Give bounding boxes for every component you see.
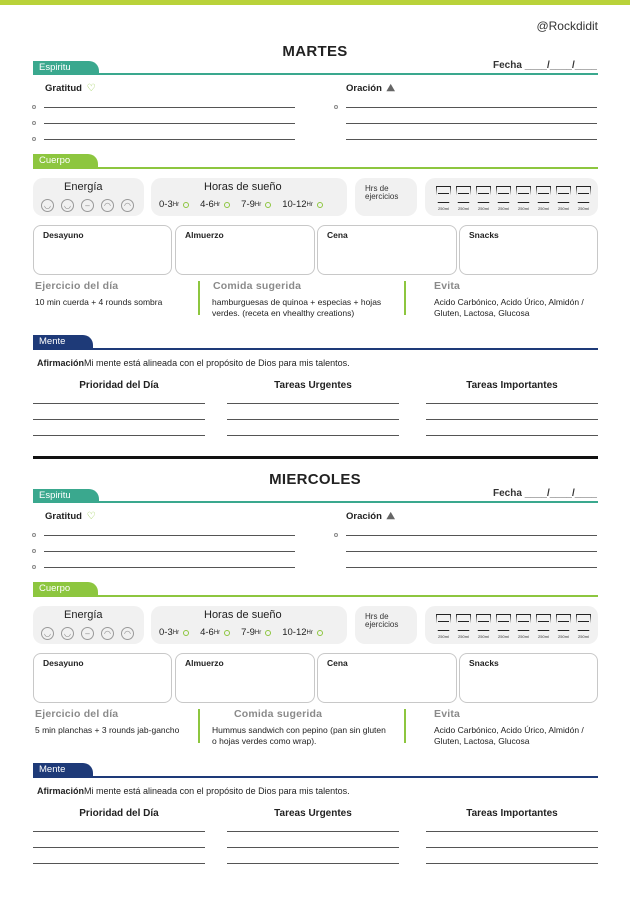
espiritu-line <box>33 501 598 503</box>
prioridad-line-3[interactable] <box>33 435 205 436</box>
afirmacion-text: Mi mente está alineada con el propósito de Dios para mis talentos. <box>84 786 350 796</box>
glass-icon <box>456 186 471 203</box>
face-sad-icon[interactable]: ◠ <box>101 199 114 212</box>
urgentes-head: Tareas Urgentes <box>274 808 352 819</box>
water-cup[interactable] <box>535 186 552 211</box>
cup-volume-label: 250ml <box>578 634 589 639</box>
radio-circle-icon[interactable] <box>317 630 323 636</box>
espiritu-line <box>33 73 598 75</box>
gratitud-line-3[interactable] <box>44 139 295 140</box>
glass-icon <box>436 186 451 203</box>
ejercicio-title: Ejercicio del día <box>35 280 119 292</box>
hand-heart-icon: ♡ <box>86 83 96 94</box>
prioridad-line-1[interactable] <box>33 403 205 404</box>
glass-icon <box>576 614 591 631</box>
meal-desayuno[interactable] <box>33 653 172 703</box>
ejercicio-text: 10 min cuerda + 4 rounds sombra <box>35 297 163 307</box>
radio-circle-icon[interactable] <box>183 202 189 208</box>
meal-cena[interactable] <box>317 653 457 703</box>
sleep-unit: Hr <box>306 629 313 636</box>
mente-line <box>33 348 598 350</box>
meal-desayuno[interactable] <box>33 225 172 275</box>
importantes-line-3[interactable] <box>426 863 598 864</box>
mente-line <box>33 776 598 778</box>
face-very-sad-icon[interactable]: ◠ <box>121 199 134 212</box>
radio-circle-icon[interactable] <box>183 630 189 636</box>
hand-heart-icon: ♡ <box>86 511 96 522</box>
cuerpo-tab: Cuerpo <box>33 582 98 596</box>
sleep-options <box>159 627 323 638</box>
glass-icon <box>496 186 511 203</box>
exercise-hours-card[interactable] <box>355 178 417 216</box>
sleep-unit: Hr <box>213 201 221 208</box>
sleep-card <box>151 178 347 216</box>
water-cup[interactable] <box>455 614 472 639</box>
praying-hands-icon: ⛰ <box>386 511 395 522</box>
meal-label: Almuerzo <box>185 658 224 668</box>
sleep-unit: Hr <box>254 201 262 208</box>
afirmacion <box>37 358 350 368</box>
importantes-line-3[interactable] <box>426 435 598 436</box>
cuerpo-line <box>33 167 598 169</box>
sleep-unit: Hr <box>306 201 313 208</box>
cup-volume-label: 250ml <box>518 634 529 639</box>
face-sad-icon[interactable]: ◠ <box>101 627 114 640</box>
energy-faces <box>41 627 134 640</box>
radio-circle-icon[interactable] <box>224 630 230 636</box>
importantes-line-2[interactable] <box>426 419 598 420</box>
gratitud-line-2[interactable] <box>44 551 295 552</box>
bullet <box>32 549 36 553</box>
water-cup[interactable] <box>495 614 512 639</box>
sleep-range: 10-12 <box>282 627 307 638</box>
water-cup[interactable] <box>575 614 592 639</box>
cup-volume-label: 250ml <box>558 206 569 211</box>
cuerpo-line <box>33 595 598 597</box>
glass-icon <box>476 614 491 631</box>
energy-title: Energía <box>64 609 103 621</box>
meal-snacks[interactable] <box>459 653 598 703</box>
evita-title: Evita <box>434 280 461 292</box>
exercise-hours-label: Hrs de ejercicios <box>365 184 399 201</box>
afirmacion-label: Afirmación <box>37 358 85 368</box>
meal-almuerzo[interactable] <box>175 653 315 703</box>
meal-label: Cena <box>327 230 348 240</box>
oracion-label: Oración ⛰ <box>346 511 395 522</box>
gratitud-label: Gratitud ♡ <box>45 511 96 522</box>
evita-text: Acido Carbónico, Acido Úrico, Almidón / Gluten, Lactosa, Glucosa <box>434 725 584 746</box>
sleep-option[interactable] <box>282 199 323 210</box>
oracion-line-1[interactable] <box>346 107 597 108</box>
sleep-range: 10-12 <box>282 199 307 210</box>
oracion-line-1[interactable] <box>346 535 597 536</box>
prioridad-line-2[interactable] <box>33 419 205 420</box>
bullet <box>32 105 36 109</box>
urgentes-line-3[interactable] <box>227 863 399 864</box>
cup-volume-label: 250ml <box>478 634 489 639</box>
water-cup[interactable] <box>455 186 472 211</box>
sleep-option[interactable] <box>200 199 230 210</box>
comida-title: Comida sugerida <box>213 280 302 292</box>
top-accent-bar <box>0 0 630 5</box>
bullet <box>32 565 36 569</box>
glass-icon <box>476 186 491 203</box>
meal-label: Desayuno <box>43 230 84 240</box>
oracion-label: Oración ⛰ <box>346 83 395 94</box>
cup-volume-label: 250ml <box>458 206 469 211</box>
espiritu-tab: Espiritu <box>33 61 99 75</box>
glass-icon <box>536 186 551 203</box>
afirmacion-label: Afirmación <box>37 786 85 796</box>
prioridad-line-1[interactable] <box>33 831 205 832</box>
radio-circle-icon[interactable] <box>265 630 271 636</box>
evita-title: Evita <box>434 708 461 720</box>
radio-circle-icon[interactable] <box>224 202 230 208</box>
water-card <box>425 178 598 216</box>
glass-icon <box>516 614 531 631</box>
gratitud-line-1[interactable] <box>44 535 295 536</box>
day-section-miercoles <box>0 471 630 891</box>
importantes-line-1[interactable] <box>426 403 598 404</box>
ejercicio-text: 5 min planchas + 3 rounds jab-gancho <box>35 725 180 735</box>
water-cup[interactable] <box>435 186 452 211</box>
urgentes-line-1[interactable] <box>227 831 399 832</box>
espiritu-tab: Espiritu <box>33 489 99 503</box>
water-cup[interactable] <box>515 186 532 211</box>
importantes-line-2[interactable] <box>426 847 598 848</box>
prioridad-line-3[interactable] <box>33 863 205 864</box>
date-field[interactable]: Fecha ____/____/____ <box>493 60 597 71</box>
sleep-unit: Hr <box>213 629 221 636</box>
sleep-range: 0-3 <box>159 627 173 638</box>
cup-volume-label: 250ml <box>458 634 469 639</box>
glass-icon <box>496 614 511 631</box>
urgentes-line-2[interactable] <box>227 419 399 420</box>
bullet <box>334 533 338 537</box>
sleep-option[interactable] <box>159 627 189 638</box>
day-title: MARTES <box>282 43 348 60</box>
water-cup[interactable] <box>475 186 492 211</box>
meal-snacks[interactable] <box>459 225 598 275</box>
oracion-line-2[interactable] <box>346 123 597 124</box>
day-divider <box>33 456 598 459</box>
cup-volume-label: 250ml <box>538 634 549 639</box>
energy-title: Energía <box>64 181 103 193</box>
sleep-unit: Hr <box>172 629 180 636</box>
day-section-martes <box>0 43 630 463</box>
glass-icon <box>536 614 551 631</box>
face-happy-icon[interactable]: ◡ <box>61 627 74 640</box>
sleep-range: 4-6 <box>200 199 214 210</box>
divider-bar <box>404 281 406 315</box>
afirmacion-text: Mi mente está alineada con el propósito de Dios para mis talentos. <box>84 358 350 368</box>
meal-label: Almuerzo <box>185 230 224 240</box>
mente-tab: Mente <box>33 763 93 777</box>
cup-volume-label: 250ml <box>538 206 549 211</box>
face-neutral-icon[interactable]: – <box>81 627 94 640</box>
meal-cena[interactable] <box>317 225 457 275</box>
author-handle: @Rockdidit <box>536 19 598 33</box>
prioridad-head: Prioridad del Día <box>79 380 159 391</box>
sleep-option[interactable] <box>241 627 271 638</box>
water-cup[interactable] <box>475 614 492 639</box>
day-title: MIERCOLES <box>269 471 361 488</box>
prioridad-line-2[interactable] <box>33 847 205 848</box>
sleep-card <box>151 606 347 644</box>
oracion-line-3[interactable] <box>346 139 597 140</box>
meal-label: Desayuno <box>43 658 84 668</box>
sleep-range: 0-3 <box>159 199 173 210</box>
water-cup[interactable] <box>435 614 452 639</box>
gratitud-line-2[interactable] <box>44 123 295 124</box>
cup-volume-label: 250ml <box>478 206 489 211</box>
mente-tab: Mente <box>33 335 93 349</box>
cup-volume-label: 250ml <box>438 634 449 639</box>
sleep-title: Horas de sueño <box>204 609 282 621</box>
sleep-option[interactable] <box>241 199 271 210</box>
oracion-line-2[interactable] <box>346 551 597 552</box>
ejercicio-title: Ejercicio del día <box>35 708 119 720</box>
radio-circle-icon[interactable] <box>265 202 271 208</box>
face-very-happy-icon[interactable]: ◡ <box>41 199 54 212</box>
face-happy-icon[interactable]: ◡ <box>61 199 74 212</box>
importantes-line-1[interactable] <box>426 831 598 832</box>
water-cup[interactable] <box>575 186 592 211</box>
sleep-option[interactable] <box>159 199 189 210</box>
cup-volume-label: 250ml <box>498 206 509 211</box>
gratitud-line-1[interactable] <box>44 107 295 108</box>
water-card <box>425 606 598 644</box>
meal-label: Cena <box>327 658 348 668</box>
urgentes-head: Tareas Urgentes <box>274 380 352 391</box>
water-cup[interactable] <box>515 614 532 639</box>
praying-hands-icon: ⛰ <box>386 83 395 94</box>
sleep-range: 7-9 <box>241 199 255 210</box>
water-cups <box>435 186 592 211</box>
water-cup[interactable] <box>555 186 572 211</box>
prioridad-head: Prioridad del Día <box>79 808 159 819</box>
face-very-happy-icon[interactable]: ◡ <box>41 627 54 640</box>
water-cup[interactable] <box>535 614 552 639</box>
comida-title: Comida sugerida <box>234 708 323 720</box>
evita-text: Acido Carbónico, Acido Úrico, Almidón / Gluten, Lactosa, Glucosa <box>434 297 584 318</box>
meal-label: Snacks <box>469 658 499 668</box>
urgentes-line-1[interactable] <box>227 403 399 404</box>
importantes-head: Tareas Importantes <box>466 808 558 819</box>
urgentes-line-2[interactable] <box>227 847 399 848</box>
bullet <box>32 533 36 537</box>
bullet <box>334 105 338 109</box>
gratitud-label: Gratitud ♡ <box>45 83 96 94</box>
exercise-hours-card[interactable] <box>355 606 417 644</box>
oracion-line-3[interactable] <box>346 567 597 568</box>
face-neutral-icon[interactable]: – <box>81 199 94 212</box>
glass-icon <box>556 186 571 203</box>
energy-card <box>33 606 144 644</box>
meal-almuerzo[interactable] <box>175 225 315 275</box>
glass-icon <box>436 614 451 631</box>
sleep-range: 4-6 <box>200 627 214 638</box>
sleep-unit: Hr <box>254 629 262 636</box>
cup-volume-label: 250ml <box>498 634 509 639</box>
sleep-title: Horas de sueño <box>204 181 282 193</box>
comida-text: hamburguesas de quinoa + especias + hojas verdes. (receta en vhealthy creations) <box>212 297 382 318</box>
glass-icon <box>556 614 571 631</box>
cup-volume-label: 250ml <box>578 206 589 211</box>
afirmacion <box>37 786 350 796</box>
importantes-head: Tareas Importantes <box>466 380 558 391</box>
sleep-range: 7-9 <box>241 627 255 638</box>
glass-icon <box>516 186 531 203</box>
exercise-hours-label: Hrs de ejercicios <box>365 612 399 629</box>
gratitud-line-3[interactable] <box>44 567 295 568</box>
energy-card <box>33 178 144 216</box>
water-cup[interactable] <box>495 186 512 211</box>
sleep-options <box>159 199 323 210</box>
cup-volume-label: 250ml <box>518 206 529 211</box>
energy-faces <box>41 199 134 212</box>
date-field[interactable]: Fecha ____/____/____ <box>493 488 597 499</box>
divider-bar <box>198 281 200 315</box>
radio-circle-icon[interactable] <box>317 202 323 208</box>
comida-text: Hummus sandwich con pepino (pan sin gluten o hojas verdes como wrap). <box>212 725 386 746</box>
sleep-option[interactable] <box>200 627 230 638</box>
face-very-sad-icon[interactable]: ◠ <box>121 627 134 640</box>
glass-icon <box>456 614 471 631</box>
divider-bar <box>404 709 406 743</box>
cup-volume-label: 250ml <box>438 206 449 211</box>
bullet <box>32 137 36 141</box>
water-cups <box>435 614 592 639</box>
bullet <box>32 121 36 125</box>
sleep-option[interactable] <box>282 627 323 638</box>
cup-volume-label: 250ml <box>558 634 569 639</box>
urgentes-line-3[interactable] <box>227 435 399 436</box>
sleep-unit: Hr <box>172 201 180 208</box>
cuerpo-tab: Cuerpo <box>33 154 98 168</box>
meal-label: Snacks <box>469 230 499 240</box>
water-cup[interactable] <box>555 614 572 639</box>
glass-icon <box>576 186 591 203</box>
divider-bar <box>198 709 200 743</box>
